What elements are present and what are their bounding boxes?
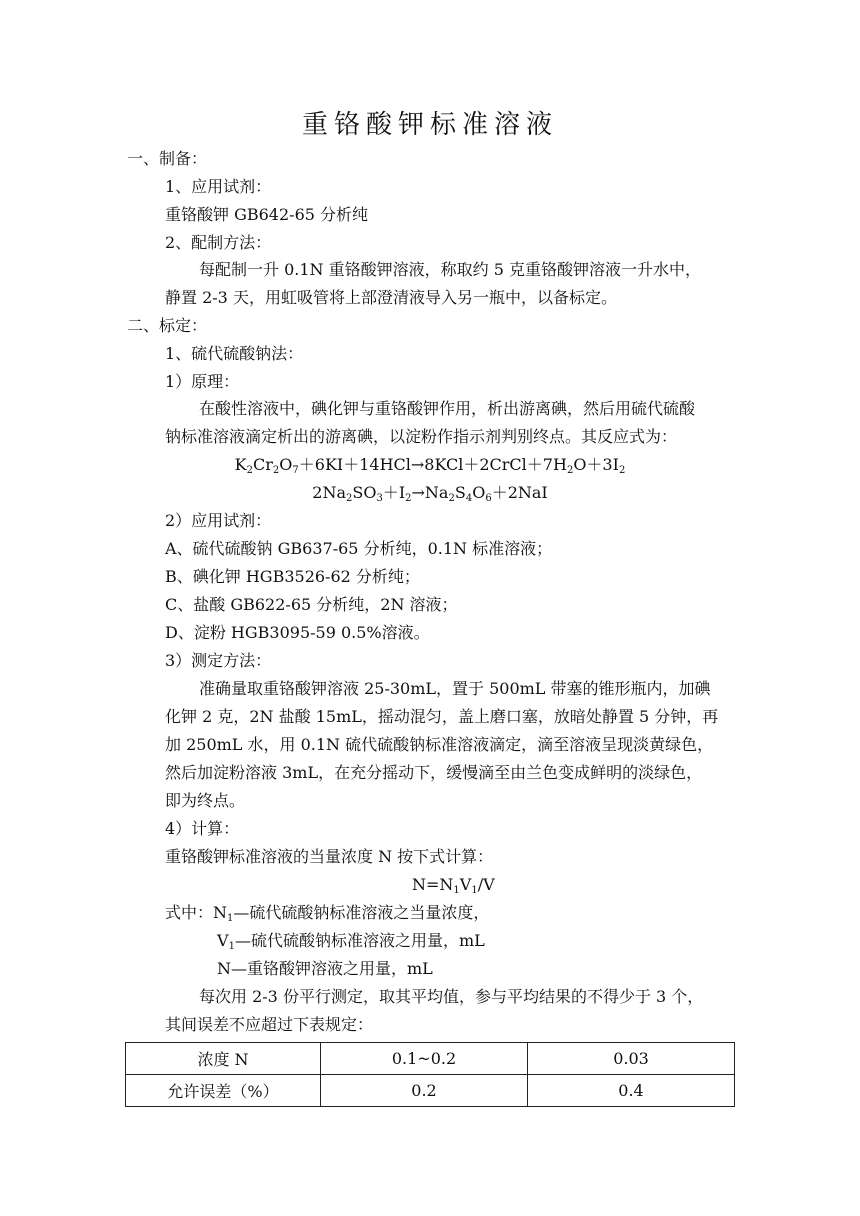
subsection-2-1: 1、硫代硫酸钠法： — [165, 344, 304, 363]
section-1-heading: 一、制备： — [127, 149, 208, 168]
method-line-3: 加 250mL 水，用 0.1N 硫代硫酸钠标准溶液滴定，滴至溶液呈现淡黄绿色， — [165, 735, 714, 754]
where-line-2: $V_1—$硫代硫酸钠标准溶液之用量，mL — [217, 931, 485, 952]
tolerance-table — [125, 1042, 735, 1107]
prep-paragraph-line-2: 静置 2-3 天，用虹吸管将上部澄清液导入另一瓶中，以备标定。 — [165, 288, 617, 307]
point-method: 3）测定方法： — [165, 651, 272, 670]
method-line-4: 然后加淀粉溶液 3mL，在充分摇动下，缓慢滴至由兰色变成鲜明的淡绿色， — [165, 763, 703, 782]
table-cell: 浓度 N — [126, 1043, 321, 1075]
note-line-2: 其间误差不应超过下表规定： — [165, 1015, 374, 1034]
point-reagents: 2）应用试剂： — [165, 511, 272, 530]
reagent-line: 重铬酸钾 GB642-65 分析纯 — [165, 205, 369, 224]
table-cell: 允许误差（%） — [126, 1075, 321, 1107]
section-2-heading: 二、标定： — [127, 316, 208, 335]
table-cell: 0.2 — [321, 1075, 528, 1107]
table-cell: 0.1~0.2 — [321, 1043, 528, 1075]
method-line-2: 化钾 2 克，2N 盐酸 15mL，摇动混匀，盖上磨口塞，放暗处静置 5 分钟，再 — [165, 707, 719, 726]
point-principle: 1）原理： — [165, 372, 240, 391]
reagent-c: C、盐酸 GB622-65 分析纯，2N 溶液； — [165, 595, 458, 614]
subsection-1-2: 2、配制方法： — [165, 233, 272, 252]
formula: $N=N_1V_1/V$ — [412, 875, 495, 896]
principle-line-2: 钠标准溶液滴定析出的游离碘，以淀粉作指示剂判别终点。其反应式为： — [165, 427, 678, 446]
table-cell: 0.03 — [528, 1043, 735, 1075]
note-line-1: 每次用 2-3 份平行测定，取其平均值，参与平均结果的不得少于 3 个， — [199, 987, 704, 1006]
method-line-1: 准确量取重铬酸钾溶液 25-30mL，置于 500mL 带塞的锥形瓶内，加碘 — [199, 679, 711, 698]
calc-intro: 重铬酸钾标准溶液的当量浓度 N 按下式计算： — [165, 847, 494, 866]
point-calculation: 4）计算： — [165, 819, 240, 838]
equation-1: $K_2Cr_2O_7+6KI+14HCl\to 8KCl+2CrCl+7H_2O+3I_2$ — [234, 455, 626, 476]
method-line-5: 即为终点。 — [165, 791, 246, 810]
where-line-3: N—重铬酸钾溶液之用量，mL — [217, 959, 433, 978]
reagent-a: A、硫代硫酸钠 GB637-65 分析纯，0.1N 标准溶液； — [165, 539, 553, 558]
subsection-1-1: 1、应用试剂： — [165, 177, 272, 196]
where-line-1: 式中：$N_1—$硫代硫酸钠标准溶液之当量浓度， — [165, 903, 490, 924]
table-row — [126, 1075, 735, 1107]
reagent-b: B、碘化钾 HGB3526-62 分析纯； — [165, 567, 420, 586]
reagent-d: D、淀粉 HGB3095-59 0.5%溶液。 — [165, 623, 430, 642]
table-cell: 0.4 — [528, 1075, 735, 1107]
page-title: 重铬酸钾标准溶液 — [301, 110, 558, 140]
prep-paragraph-line-1: 每配制一升 0.1N 重铬酸钾溶液，称取约 5 克重铬酸钾溶液一升水中， — [199, 260, 701, 279]
principle-line-1: 在酸性溶液中，碘化钾与重铬酸钾作用，析出游离碘，然后用硫代硫酸 — [199, 399, 696, 418]
equation-2: $2Na_2SO_3+I_2\to Na_2S_4O_6+2NaI$ — [312, 483, 548, 504]
table-row — [126, 1043, 735, 1075]
